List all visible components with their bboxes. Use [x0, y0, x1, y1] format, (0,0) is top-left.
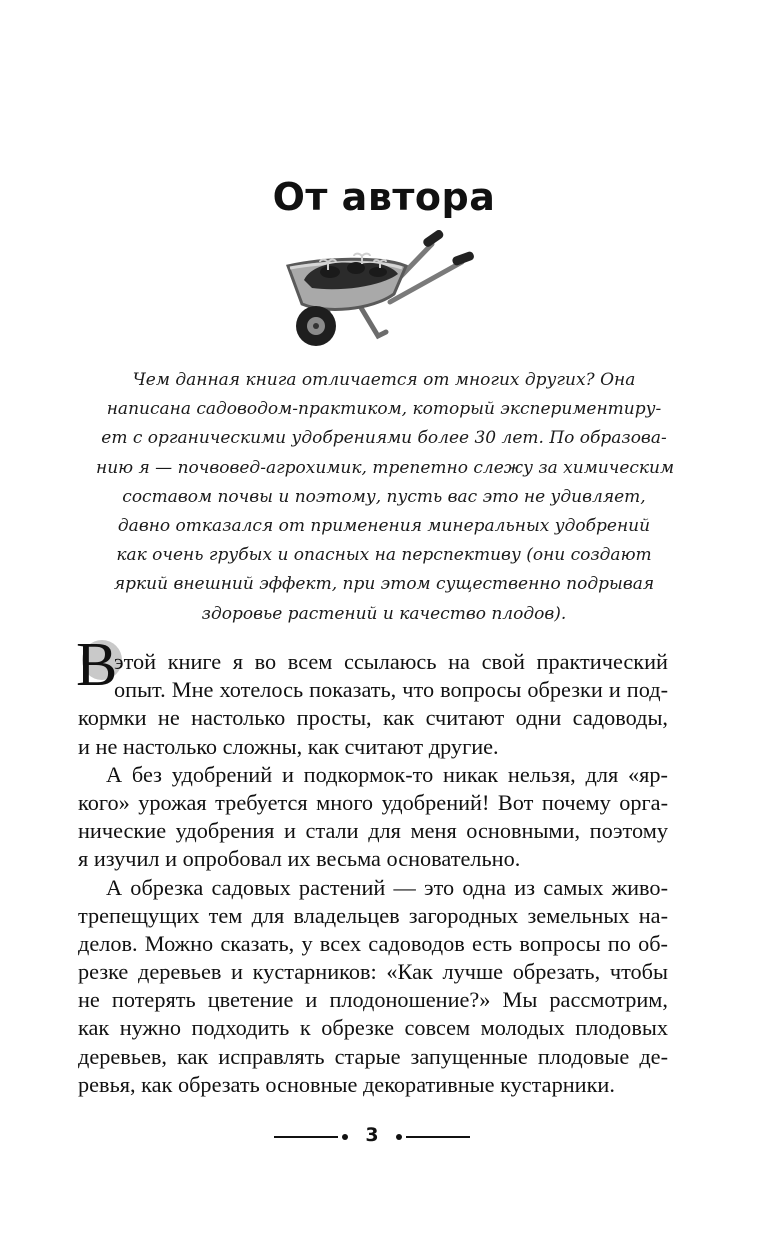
- body-line: я изучил и опробовал их весьма основательно.: [78, 846, 521, 872]
- body-line: деревьев, как исправлять старые запущенные плодовые де-: [78, 1043, 668, 1069]
- body-line: не потерять цветение и плодоношение?» Мы рассмотрим,: [78, 987, 668, 1013]
- epigraph-line: давно отказался от применения минеральных удобрений: [117, 516, 651, 537]
- page-footer: [270, 1124, 474, 1150]
- wheelbarrow-icon: [282, 228, 482, 352]
- body-line: А обрезка садовых растений — это одна из самых живо-: [106, 874, 668, 900]
- body-line: резке деревьев и кустарников: «Как лучше обрезать, чтобы: [78, 959, 668, 985]
- body-line: нические удобрения и стали для меня основными, поэтому: [78, 818, 668, 844]
- body-line: делов. Можно сказать, у всех садоводов есть вопросы по об-: [78, 930, 668, 956]
- epigraph: [96, 366, 675, 629]
- footer-dot-icon: [396, 1134, 402, 1140]
- body-line: опыт. Мне хотелось показать, что вопросы обрезки и под-: [114, 677, 668, 703]
- page-title: От автора: [272, 175, 496, 220]
- drop-cap-letter: В: [76, 631, 118, 699]
- epigraph-line: как очень грубых и опасных на перспективу (они создают: [116, 545, 652, 566]
- epigraph-line: нию я — почвовед-агрохимик, трепетно слежу за химическим: [96, 457, 675, 478]
- body-line: кого» урожая требуется много удобрений! Вот почему орга-: [78, 789, 668, 815]
- body-text: [78, 648, 668, 1099]
- footer-rule-right: [406, 1136, 470, 1138]
- epigraph-line: яркий внешний эффект, при этом существенно подрывая: [113, 574, 655, 595]
- footer-dot-icon: [342, 1134, 348, 1140]
- body-line: ревья, как обрезать основные декоративные кустарники.: [78, 1071, 615, 1097]
- body-line: этой книге я во всем ссылаюсь на свой практический: [114, 649, 668, 674]
- body-line: и не настолько сложны, как считают другие.: [78, 733, 499, 759]
- body-line: кормки не настолько просты, как считают одни садоводы,: [78, 705, 668, 731]
- body-line: как нужно подходить к обрезке совсем молодых плодовых: [78, 1015, 668, 1041]
- body-line: А без удобрений и подкормок-то никак нельзя, для «яр-: [106, 761, 668, 787]
- epigraph-line: написана садоводом-практиком, который экспериментиру-: [106, 399, 662, 420]
- epigraph-line: составом почвы и поэтому, пусть вас это не удивляет,: [122, 486, 646, 507]
- page-number: 3: [365, 1124, 379, 1146]
- epigraph-line: ет с органическими удобрениями более 30 лет. По образова-: [101, 428, 667, 449]
- epigraph-line: Чем данная книга отличается от многих других? Она: [132, 370, 636, 390]
- epigraph-line: здоровье растений и качество плодов).: [201, 603, 567, 624]
- footer-rule-left: [274, 1136, 338, 1138]
- body-line: трепещущих тем для владельцев загородных земельных на-: [78, 902, 668, 928]
